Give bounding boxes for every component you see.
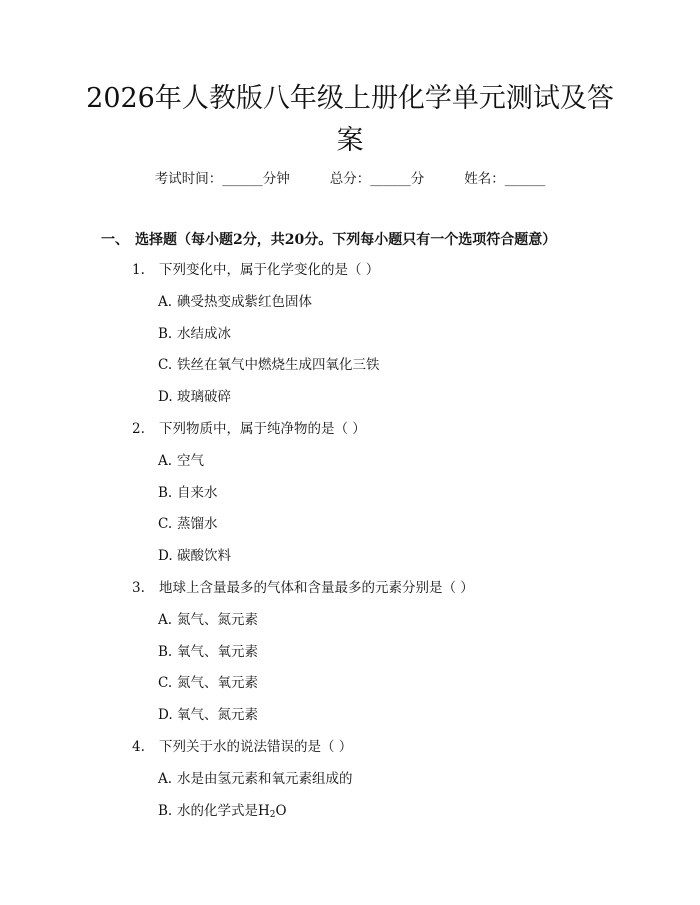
exam-meta <box>0 167 700 187</box>
question-list <box>0 256 700 828</box>
option-label: D. <box>158 707 173 724</box>
option-item <box>0 288 700 320</box>
question-number: 1. <box>132 262 145 278</box>
exam-time: 考试时间：______分钟 <box>154 171 290 187</box>
section-number: 一、 <box>101 232 129 248</box>
option-item <box>0 351 700 383</box>
option-item <box>0 542 700 574</box>
question-number: 3. <box>132 579 145 596</box>
option-text: 玻璃破碎 <box>177 389 231 406</box>
option-label: C. <box>158 357 173 374</box>
question-text: 下列变化中，属于化学变化的是（ ） <box>159 262 380 278</box>
option-text: 自来水 <box>177 484 218 501</box>
question-number: 2. <box>132 420 145 437</box>
option-text: 氮气、氮元素 <box>177 611 258 628</box>
option-text: 水结成冰 <box>177 325 231 342</box>
option-label: C. <box>158 675 173 692</box>
question-item <box>0 574 700 606</box>
option-item <box>0 797 700 829</box>
title-line-2: 案 <box>336 125 364 156</box>
option-item <box>0 510 700 542</box>
question-text: 下列物质中，属于纯净物的是（ ） <box>159 420 366 437</box>
option-text: 氮气、氧元素 <box>177 675 258 692</box>
option-text: 碘受热变成紫红色固体 <box>177 293 312 310</box>
option-item <box>0 606 700 638</box>
student-name: 姓名：______ <box>464 171 546 187</box>
option-label: A. <box>158 611 173 628</box>
formula-subscript: 2 <box>269 809 276 820</box>
option-text: 蒸馏水 <box>177 516 218 533</box>
option-text: 空气 <box>177 452 204 469</box>
option-item <box>0 320 700 352</box>
option-label: B. <box>158 643 173 660</box>
option-item <box>0 383 700 415</box>
question-number: 4. <box>132 738 145 755</box>
option-label: A. <box>158 770 173 787</box>
option-label: C. <box>158 516 173 533</box>
title-line-1: 2026年人教版八年级上册化学单元测试及答 <box>86 83 614 114</box>
section-text: 选择题（每小题2分，共20分。下列每小题只有一个选项符合题意） <box>135 232 557 248</box>
formula-suffix: O <box>275 802 287 819</box>
option-label: B. <box>158 484 173 501</box>
option-item <box>0 638 700 670</box>
question-item <box>0 256 700 288</box>
exam-score: 总分：______分 <box>329 171 425 187</box>
option-label: B. <box>158 802 173 819</box>
section-heading <box>101 229 556 249</box>
question-text: 地球上含量最多的气体和含量最多的元素分别是（ ） <box>159 579 474 596</box>
option-text: 铁丝在氧气中燃烧生成四氧化三铁 <box>177 357 380 374</box>
option-label: B. <box>158 325 173 342</box>
option-text: 氧气、氮元素 <box>177 707 258 724</box>
option-item <box>0 765 700 797</box>
option-label: A. <box>158 452 173 469</box>
option-item <box>0 669 700 701</box>
option-label: D. <box>158 389 173 406</box>
question-item <box>0 415 700 447</box>
option-item <box>0 447 700 479</box>
option-label: A. <box>158 293 173 310</box>
question-item <box>0 733 700 765</box>
option-text: 水的化学式是H <box>177 802 270 819</box>
document-title <box>80 78 620 162</box>
option-text: 碳酸饮料 <box>177 548 231 565</box>
option-label: D. <box>158 548 173 565</box>
option-text: 氧气、氧元素 <box>177 643 258 660</box>
option-item <box>0 701 700 733</box>
option-item <box>0 479 700 511</box>
question-text: 下列关于水的说法错误的是（ ） <box>159 738 353 755</box>
option-text: 水是由氢元素和氧元素组成的 <box>177 770 353 787</box>
